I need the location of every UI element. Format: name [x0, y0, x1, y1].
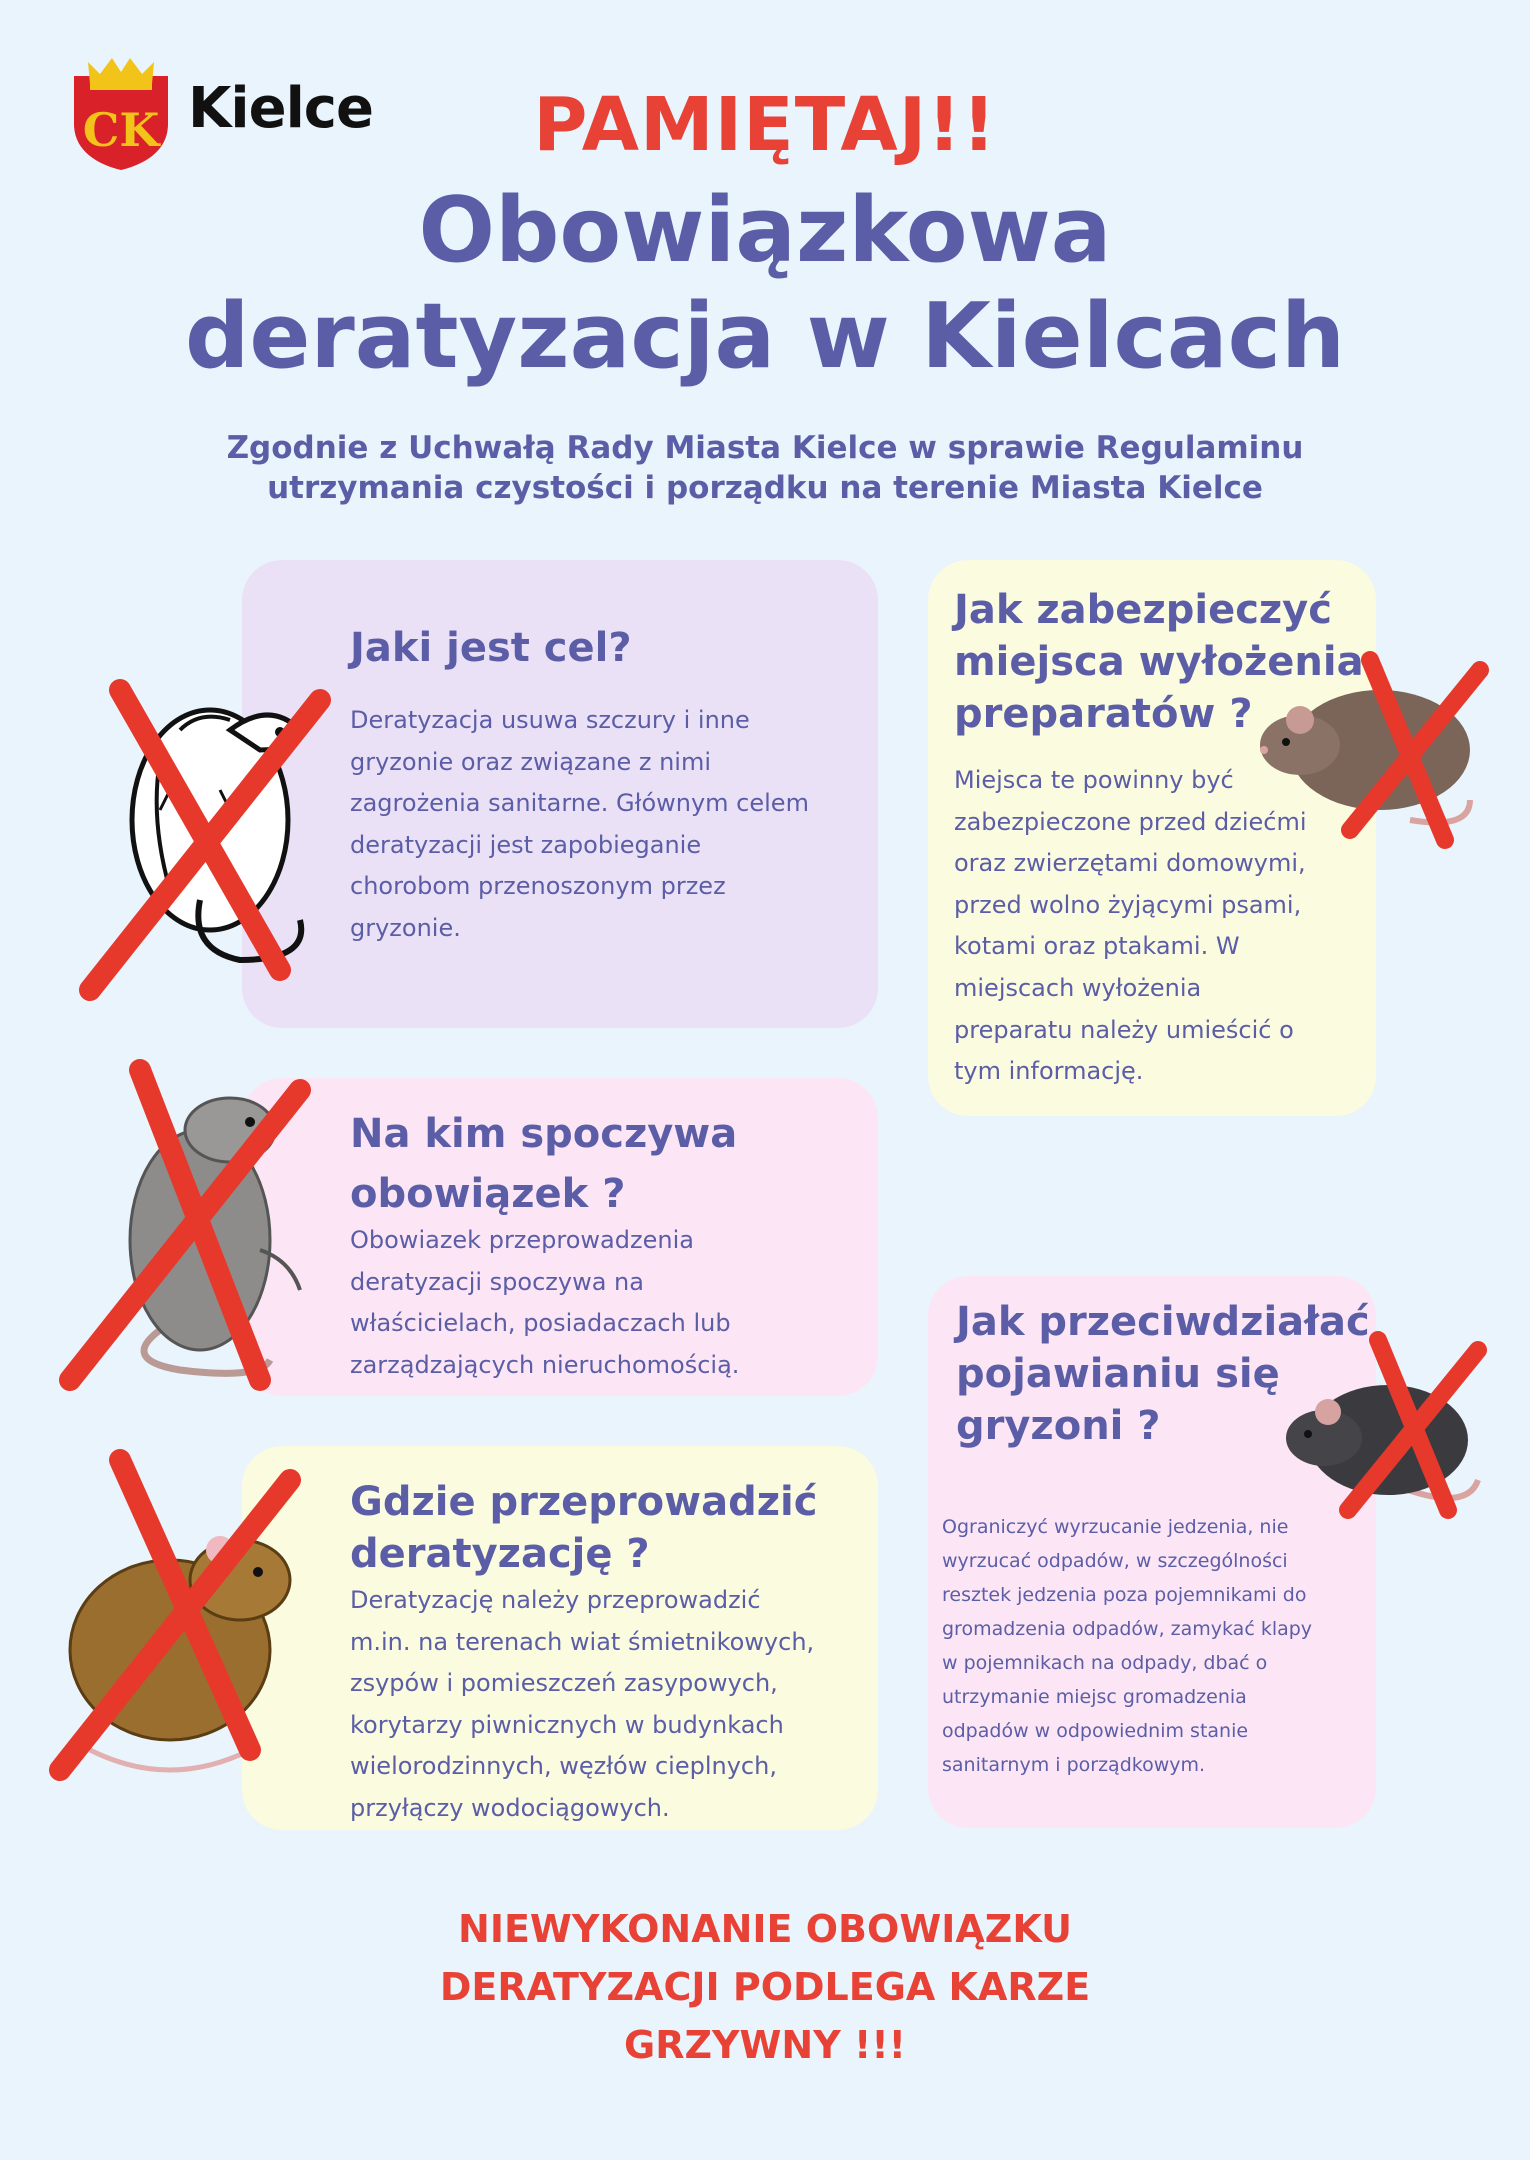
fine-warning [0, 1900, 1530, 2074]
brown-rat-icon [1270, 650, 1500, 870]
card-where-body: Deratyzację należy przeprowadzić m.in. na terenach wiat śmietnikowych, zsypów i pomieszczeń zasypowych, korytarzy piwnicznych w budynkach wielorodzinnych, węzłów cieplnych, przyłączy wodociągowych. [350, 1586, 815, 1822]
page-title [0, 178, 1530, 390]
fine-warning-line-3: GRZYWNY !!! [624, 2023, 906, 2067]
card-duty-body: Obowiazek przeprowadzenia deratyzacji spoczywa na właścicielach, posiadaczach lub zarządzających nieruchomością. [350, 1226, 740, 1379]
card-secure-body: Miejsca te powinny być zabezpieczone przed dziećmi oraz zwierzętami domowymi, przed wolno żyjącymi psami, kotami oraz ptakami. W miejscach wyłożenia preparatu należy umieścić o tym informację. [954, 766, 1307, 1086]
card-duty-heading: Na kim spoczywa obowiązek ? [350, 1111, 738, 1217]
subtitle-line-2: utrzymania czystości i porządku na terenie Miasta Kielce [267, 470, 1263, 506]
page-subtitle [0, 428, 1530, 508]
grey-rat-icon [60, 1060, 320, 1390]
fine-warning-line-2: DERATYZACJI PODLEGA KARZE [439, 1965, 1091, 2009]
fine-warning-line-1: NIEWYKONANIE OBOWIĄZKU [458, 1907, 1072, 1951]
card-where-heading: Gdzie przeprowadzić deratyzację ? [350, 1479, 818, 1577]
title-line-2: deratyzacja w Kielcach [184, 284, 1346, 389]
card-prevent-heading: Jak przeciwdziałać pojawianiu się gryzoni ? [956, 1299, 1370, 1449]
black-rat-icon [1288, 1330, 1498, 1530]
card-goal-body: Deratyzacja usuwa szczury i inne gryzonie oraz związane z nimi zagrożenia sanitarne. Głównym celem deratyzacji jest zapobieganie chorobom przenoszonym przez gryzonie. [350, 706, 809, 942]
card-prevent-body: Ograniczyć wyrzucanie jedzenia, nie wyrzucać odpadów, w szczególności resztek jedzenia poza pojemnikami do gromadzenia odpadów, zamykać klapy w pojemnikach na odpady, dbać o utrzymanie miejsc gromadzenia odpadów w odpowiednim stanie sanitarnym i porządkowym. [942, 1516, 1313, 1776]
logo-text: Kielce [188, 76, 373, 141]
card-goal-heading: Jaki jest cel? [350, 625, 632, 671]
subtitle-line-1: Zgodnie z Uchwałą Rady Miasta Kielce w sprawie Regulaminu [226, 430, 1304, 466]
alert-heading: PAMIĘTAJ!! [533, 82, 997, 168]
svg-text:CK: CK [82, 103, 160, 157]
card-secure-heading: Jak zabezpieczyć miejsca wyłożenia preparatów ? [954, 587, 1364, 737]
title-line-1: Obowiązkowa [418, 178, 1112, 283]
hamster-icon [50, 1450, 310, 1790]
rat-sketch-icon [80, 670, 320, 1000]
